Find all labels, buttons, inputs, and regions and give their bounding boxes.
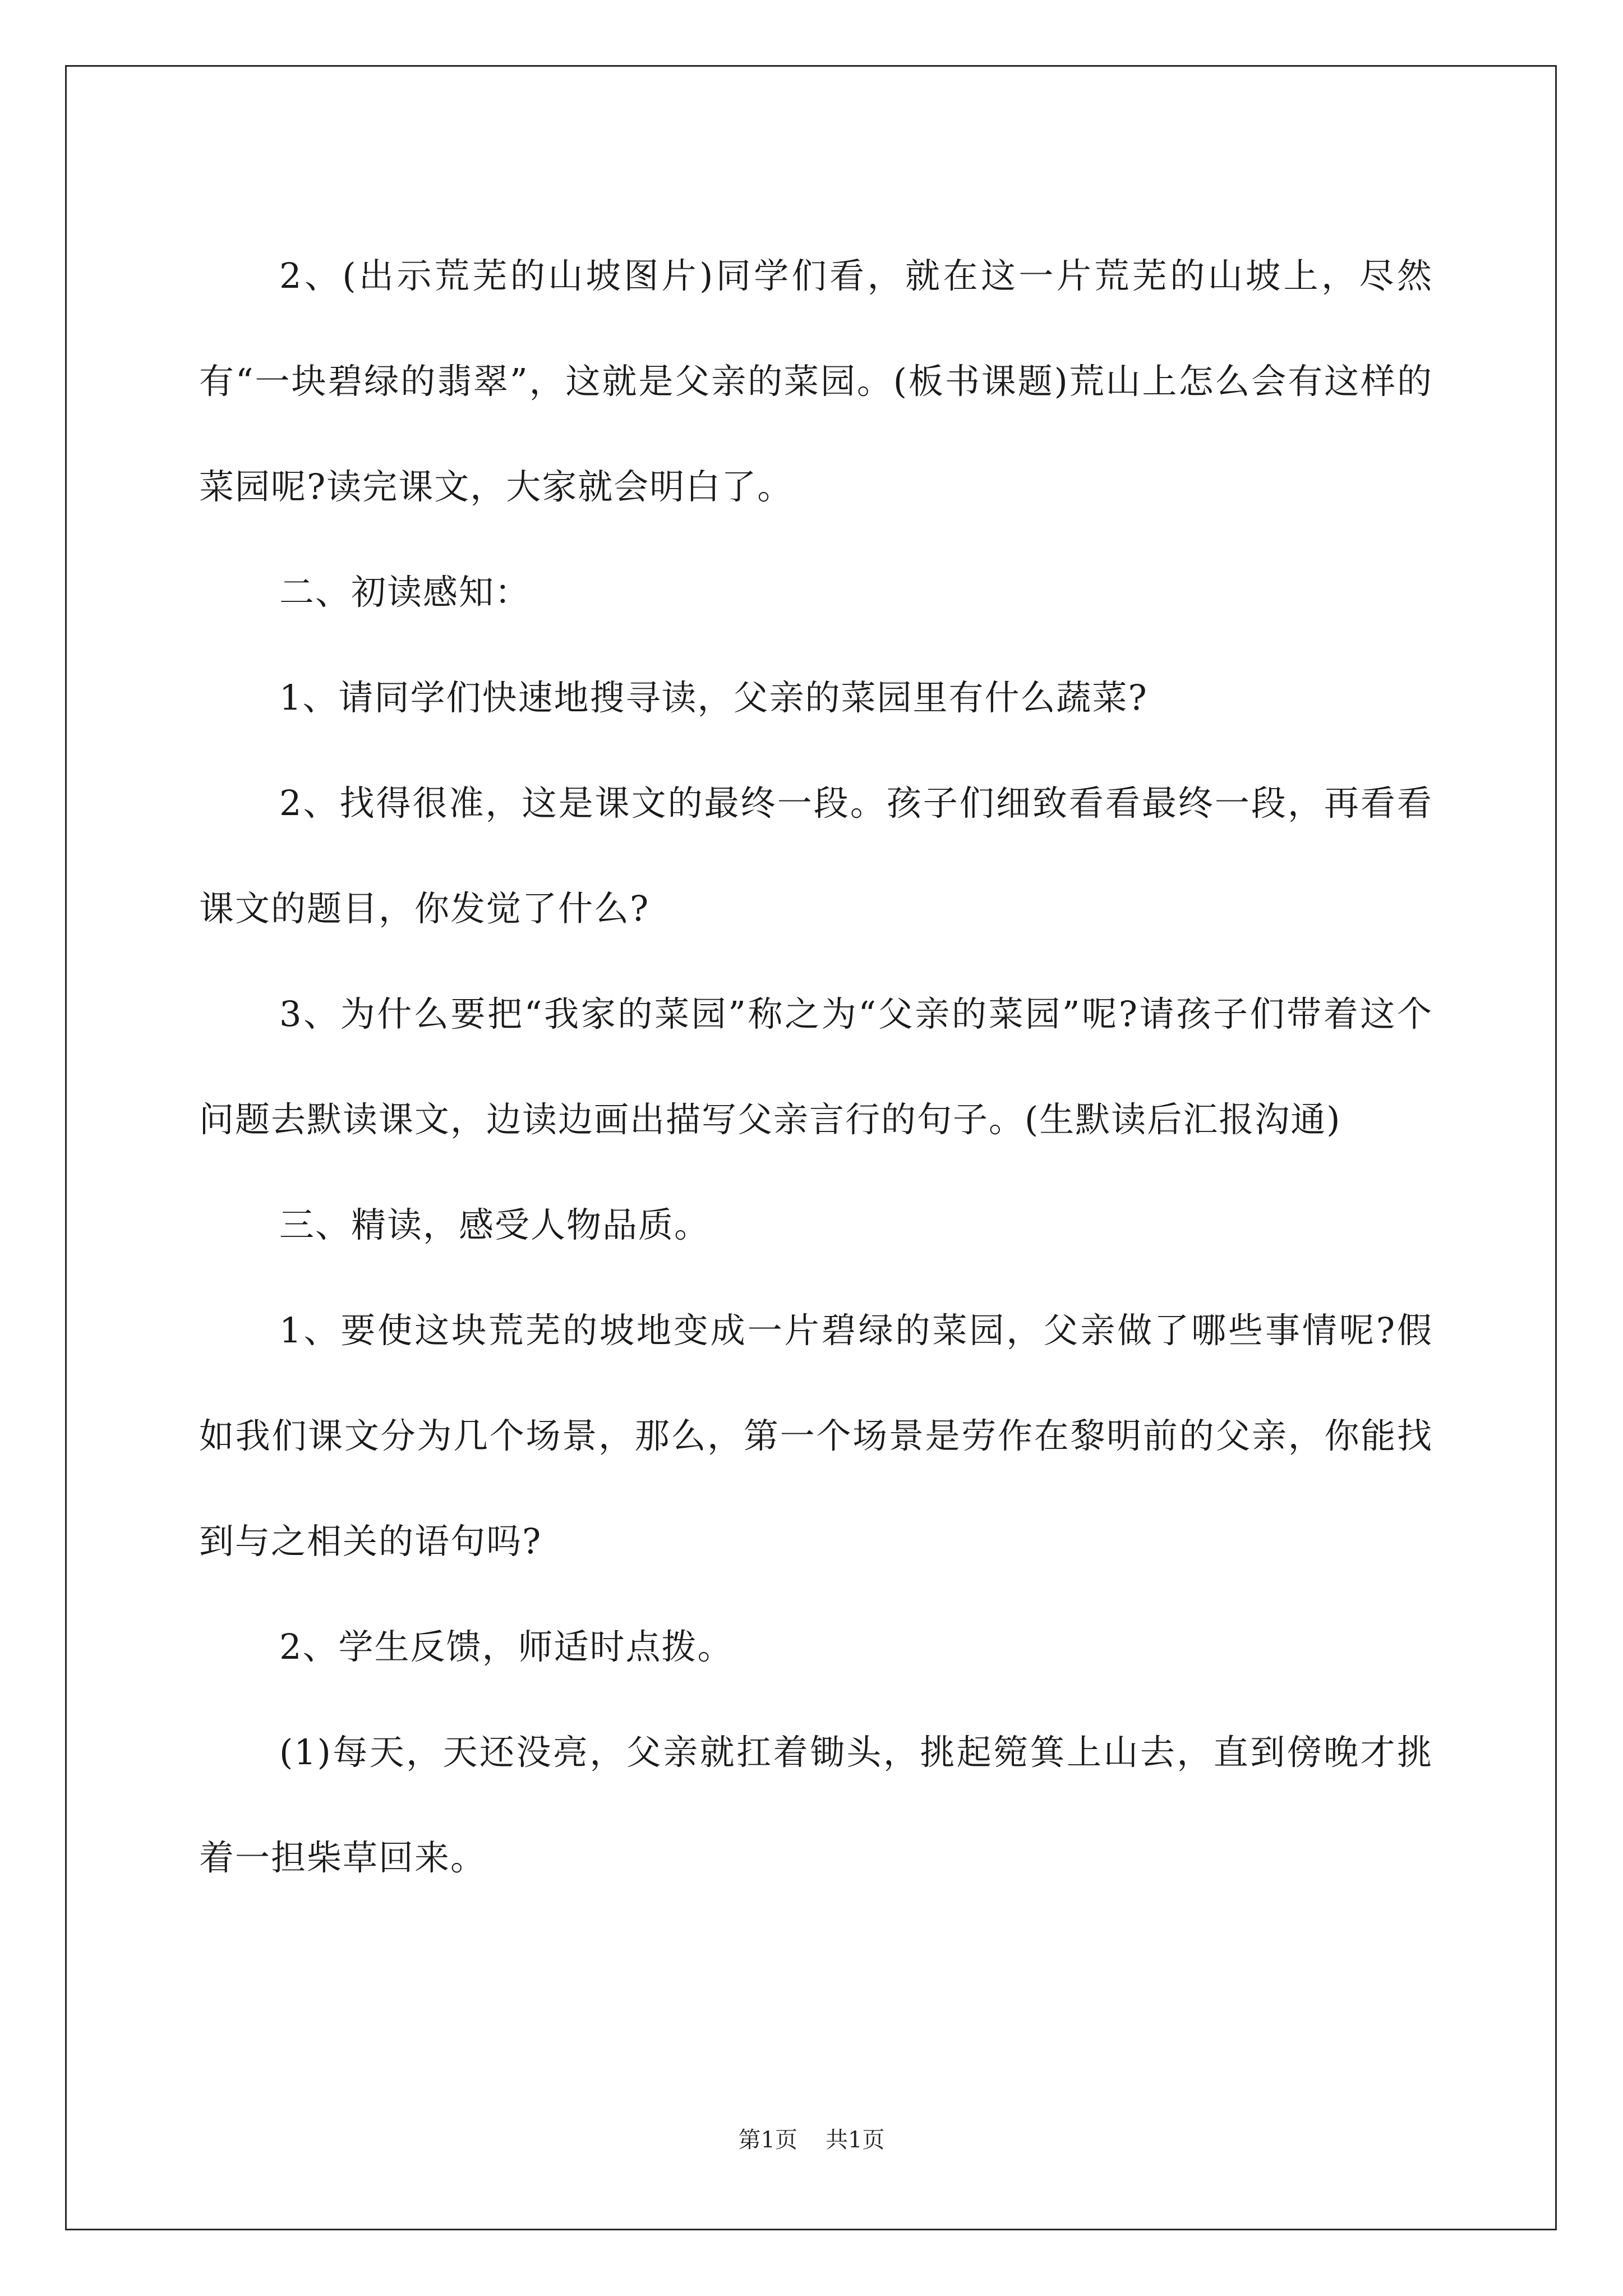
paragraph: (1)每天，天还没亮，父亲就扛着锄头，挑起箢箕上山去，直到傍晚才挑着一担柴草回来。	[199, 1732, 1433, 1878]
paragraph: 2、(出示荒芜的山坡图片)同学们看，就在这一片荒芜的山坡上，尽然有“一块碧绿的翡翠”，这就是父亲的菜园。(板书课题)荒山上怎么会有这样的菜园呢?读完课文，大家就会明白了。	[199, 255, 1433, 507]
paragraph: 3、为什么要把“我家的菜园”称之为“父亲的菜园”呢?请孩子们带着这个问题去默读课文，边读边画出描写父亲言行的句子。(生默读后汇报沟通)	[199, 993, 1433, 1140]
section-heading: 二、初读感知：	[279, 572, 531, 613]
page-number: 第1页	[738, 2127, 797, 2153]
paragraph: 2、找得很准，这是课文的最终一段。孩子们细致看看最终一段，再看看课文的题目，你发觉了什么?	[199, 783, 1433, 929]
paragraph: 1、要使这块荒芜的坡地变成一片碧绿的菜园，父亲做了哪些事情呢?假如我们课文分为几个场景，那么，第一个场景是劳作在黎明前的父亲，你能找到与之相关的语句吗?	[199, 1310, 1433, 1562]
paragraph: 2、学生反馈，师适时点拨。	[279, 1626, 734, 1667]
document-body	[199, 223, 1433, 1911]
page-footer	[0, 2123, 1623, 2157]
page-total: 共1页	[826, 2127, 885, 2153]
paragraph: 1、请同学们快速地搜寻读，父亲的菜园里有什么蔬菜?	[279, 677, 1148, 718]
section-heading: 三、精读，感受人物品质。	[279, 1204, 711, 1245]
